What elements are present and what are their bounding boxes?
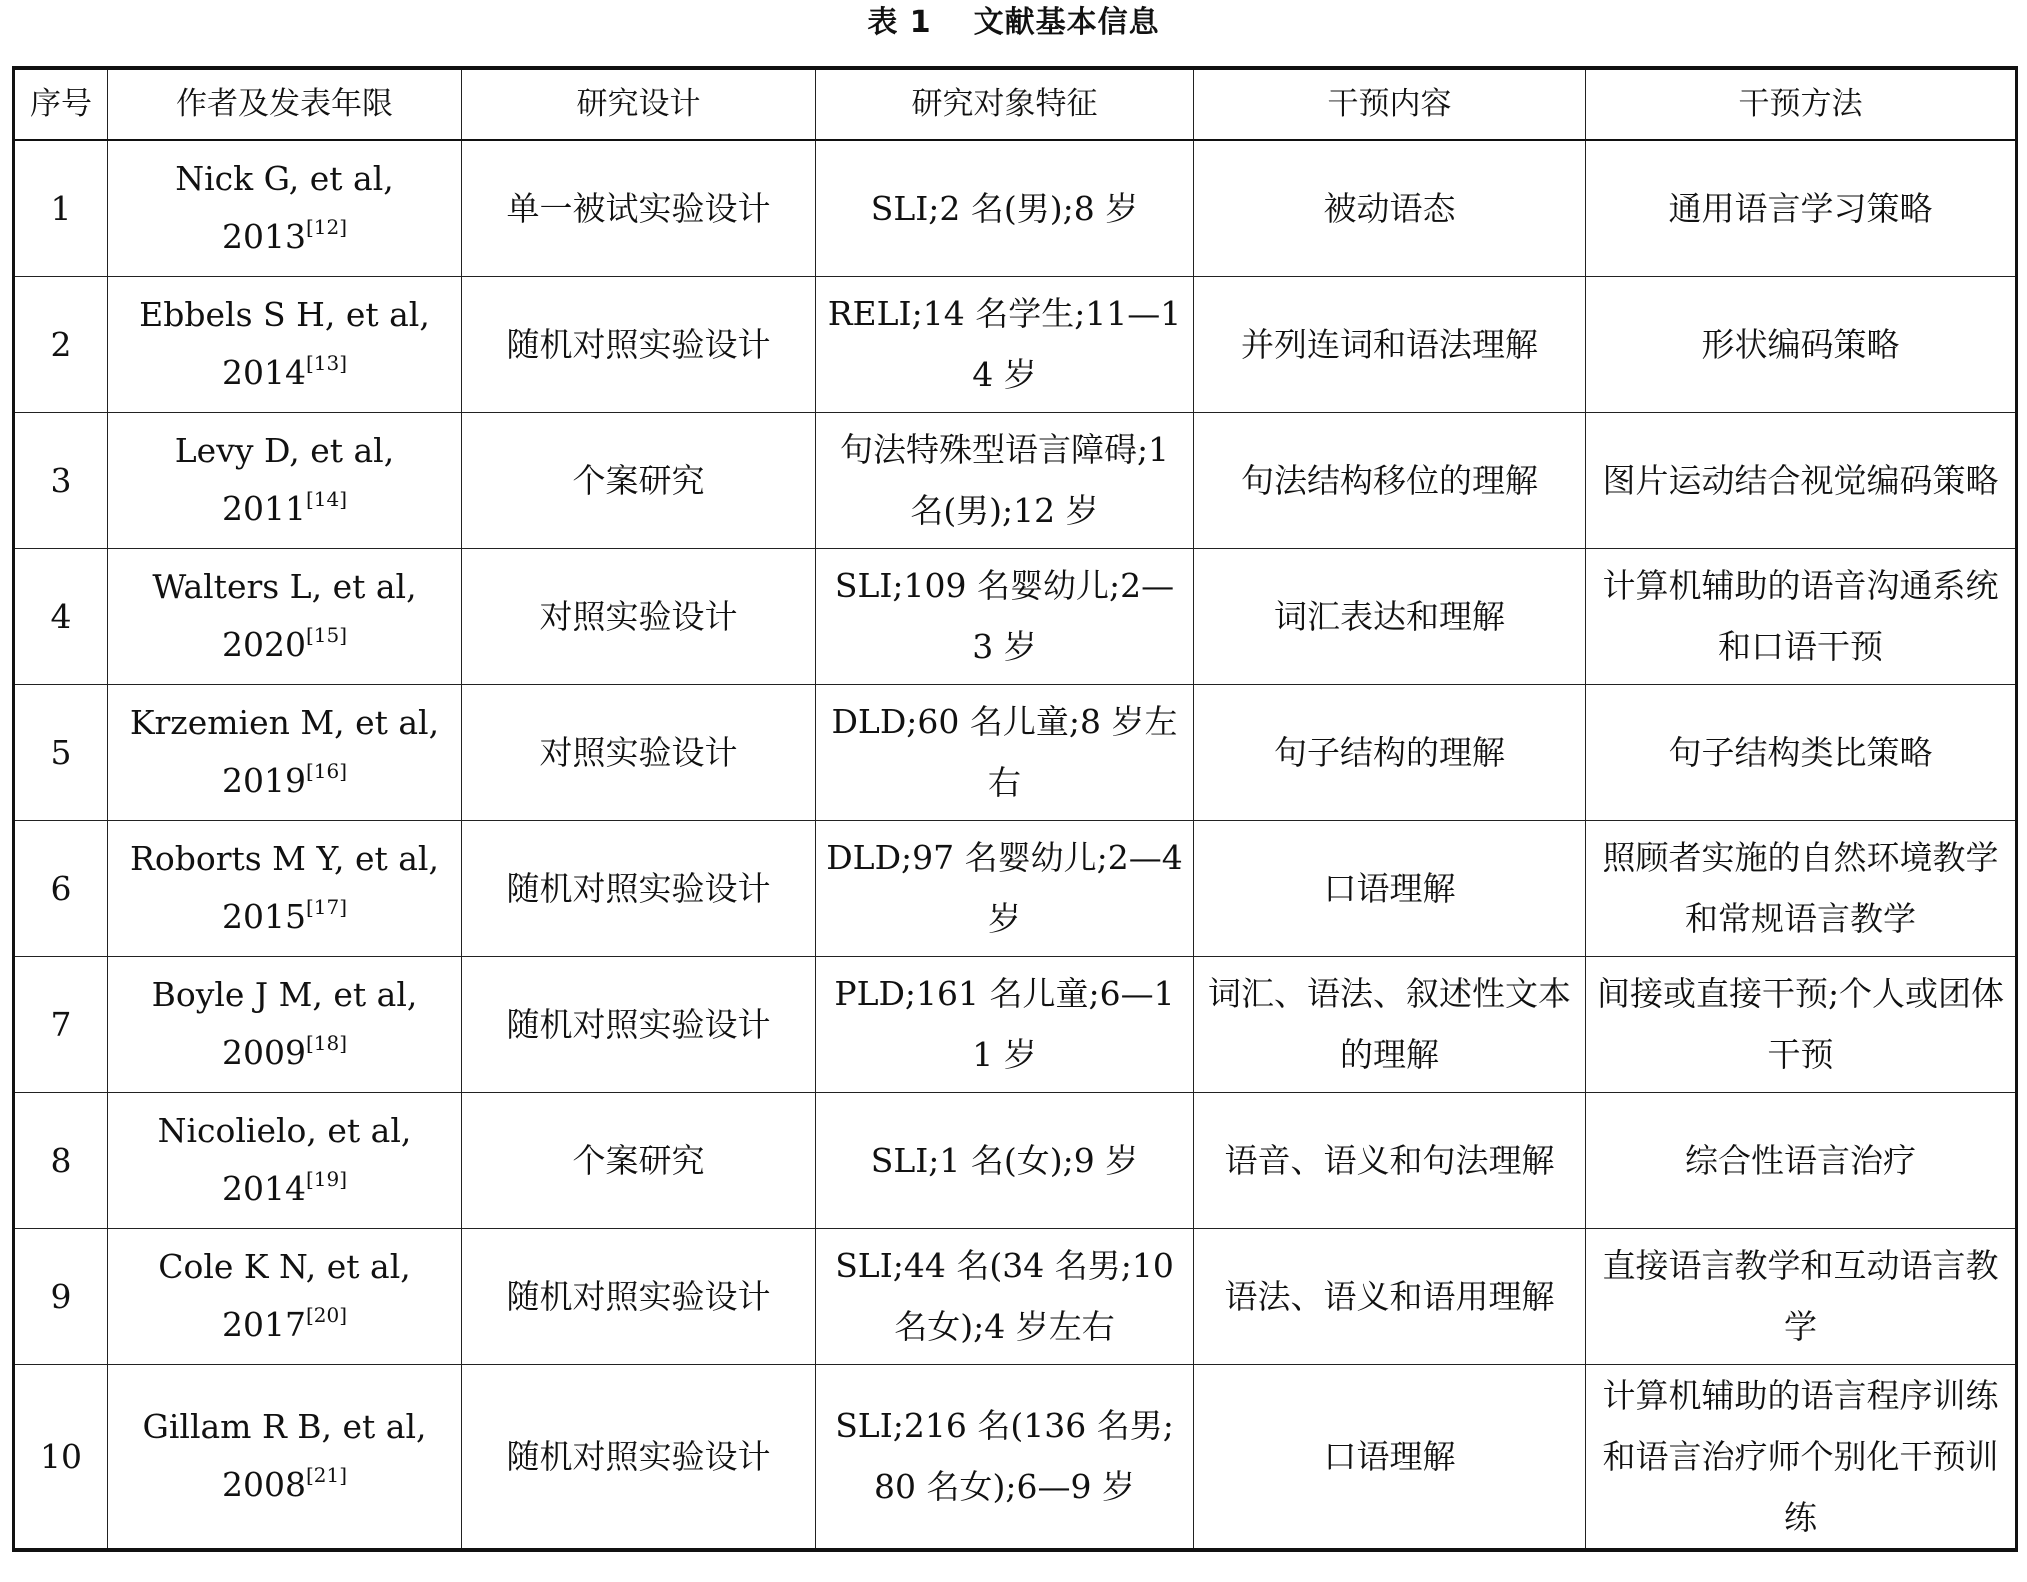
cell-method: 综合性语言治疗 <box>1586 1092 2017 1228</box>
author-name: Nicolielo, et al, <box>157 1111 412 1150</box>
author-year: 2013 <box>221 217 306 257</box>
table-row <box>14 684 2017 820</box>
cell-no: 7 <box>14 956 108 1092</box>
cell-content: 语音、语义和句法理解 <box>1194 1092 1586 1228</box>
cell-no: 3 <box>14 412 108 548</box>
table-row <box>14 276 2017 412</box>
table-row <box>14 1228 2017 1364</box>
cell-subjects: SLI;44 名(34 名男;10 名女);4 岁左右 <box>816 1228 1194 1364</box>
cell-method: 计算机辅助的语言程序训练和语言治疗师个别化干预训练 <box>1586 1364 2017 1550</box>
author-year: 2014 <box>221 1169 306 1208</box>
table-row <box>14 548 2017 684</box>
cell-subjects: SLI;2 名(男);8 岁 <box>816 140 1194 276</box>
cell-no: 4 <box>14 548 108 684</box>
cell-design: 个案研究 <box>462 412 816 548</box>
cell-subjects: RELI;14 名学生;11—14 岁 <box>816 276 1194 412</box>
cell-method: 计算机辅助的语音沟通系统和口语干预 <box>1586 548 2017 684</box>
cell-content: 语法、语义和语用理解 <box>1194 1228 1586 1364</box>
header-row <box>14 68 2017 140</box>
header-design: 研究设计 <box>462 68 816 140</box>
cell-design: 随机对照实验设计 <box>462 1228 816 1364</box>
cell-author <box>108 548 462 684</box>
author-year: 2017 <box>221 1305 306 1344</box>
header-method: 干预方法 <box>1586 68 2017 140</box>
cell-author <box>108 820 462 956</box>
cell-no: 8 <box>14 1092 108 1228</box>
author-year: 2019 <box>221 761 306 800</box>
cell-method: 形状编码策略 <box>1586 276 2017 412</box>
author-name: Ebbels S H, et al, <box>139 295 430 334</box>
author-year: 2008 <box>221 1465 306 1504</box>
cell-content: 口语理解 <box>1194 820 1586 956</box>
cell-content: 词汇表达和理解 <box>1194 548 1586 684</box>
cell-content: 并列连词和语法理解 <box>1194 276 1586 412</box>
cell-subjects: DLD;97 名婴幼儿;2—4 岁 <box>816 820 1194 956</box>
cell-subjects: PLD;161 名儿童;6—11 岁 <box>816 956 1194 1092</box>
cell-design: 对照实验设计 <box>462 684 816 820</box>
table-row <box>14 1364 2017 1550</box>
cell-content: 句子结构的理解 <box>1194 684 1586 820</box>
cell-author <box>108 140 462 276</box>
cell-content: 口语理解 <box>1194 1364 1586 1550</box>
cell-author <box>108 1364 462 1550</box>
table-row <box>14 140 2017 276</box>
author-name: Walters L, et al, <box>152 567 417 606</box>
table-row <box>14 956 2017 1092</box>
citation-ref: [12] <box>305 215 348 240</box>
cell-no: 5 <box>14 684 108 820</box>
cell-method: 间接或直接干预;个人或团体干预 <box>1586 956 2017 1092</box>
cell-method: 句子结构类比策略 <box>1586 684 2017 820</box>
cell-design: 随机对照实验设计 <box>462 276 816 412</box>
cell-subjects: DLD;60 名儿童;8 岁左右 <box>816 684 1194 820</box>
cell-author <box>108 276 462 412</box>
author-year: 2020 <box>221 625 306 664</box>
table-caption <box>0 0 2027 52</box>
cell-content: 词汇、语法、叙述性文本的理解 <box>1194 956 1586 1092</box>
author-year: 2015 <box>221 897 306 936</box>
cell-author <box>108 956 462 1092</box>
author-year: 2014 <box>221 353 306 392</box>
cell-subjects: SLI;216 名(136 名男;80 名女);6—9 岁 <box>816 1364 1194 1550</box>
author-name: Gillam R B, et al, <box>142 1407 427 1446</box>
citation-ref: [14] <box>305 487 348 511</box>
cell-author <box>108 1092 462 1228</box>
author-name: Cole K N, et al, <box>158 1247 411 1286</box>
cell-subjects: 句法特殊型语言障碍;1 名(男);12 岁 <box>816 412 1194 548</box>
author-name: Boyle J M, et al, <box>151 975 418 1014</box>
cell-design: 随机对照实验设计 <box>462 820 816 956</box>
table-row <box>14 1092 2017 1228</box>
table-row <box>14 820 2017 956</box>
header-content: 干预内容 <box>1194 68 1586 140</box>
author-name: Roborts M Y, et al, <box>130 839 439 878</box>
cell-no: 1 <box>14 140 108 276</box>
author-name: Levy D, et al, <box>174 431 395 470</box>
cell-content: 句法结构移位的理解 <box>1194 412 1586 548</box>
author-year: 2011 <box>221 489 306 528</box>
cell-no: 10 <box>14 1364 108 1550</box>
citation-ref: [21] <box>305 1463 348 1487</box>
citation-ref: [13] <box>305 351 348 375</box>
cell-no: 2 <box>14 276 108 412</box>
literature-table <box>12 66 2018 1552</box>
header-no: 序号 <box>14 68 108 140</box>
cell-design: 随机对照实验设计 <box>462 1364 816 1550</box>
cell-no: 9 <box>14 1228 108 1364</box>
header-subjects: 研究对象特征 <box>816 68 1194 140</box>
citation-ref: [16] <box>305 759 348 783</box>
cell-design: 单一被试实验设计 <box>462 140 816 276</box>
citation-ref: [20] <box>305 1303 348 1327</box>
cell-subjects: SLI;109 名婴幼儿;2—3 岁 <box>816 548 1194 684</box>
citation-ref: [19] <box>305 1167 348 1191</box>
cell-method: 通用语言学习策略 <box>1586 140 2017 276</box>
cell-subjects: SLI;1 名(女);9 岁 <box>816 1092 1194 1228</box>
table-body <box>14 140 2017 1550</box>
cell-method: 照顾者实施的自然环境教学和常规语言教学 <box>1586 820 2017 956</box>
citation-ref: [18] <box>305 1031 348 1055</box>
cell-author <box>108 1228 462 1364</box>
caption-number: 表 1 <box>867 5 932 40</box>
cell-content: 被动语态 <box>1194 140 1586 276</box>
cell-method: 直接语言教学和互动语言教学 <box>1586 1228 2017 1364</box>
cell-design: 随机对照实验设计 <box>462 956 816 1092</box>
cell-no: 6 <box>14 820 108 956</box>
caption-title: 文献基本信息 <box>973 5 1160 40</box>
header-author: 作者及发表年限 <box>108 68 462 140</box>
cell-method: 图片运动结合视觉编码策略 <box>1586 412 2017 548</box>
author-name: Nick G, et al, <box>175 159 394 199</box>
author-name: Krzemien M, et al, <box>129 703 440 742</box>
citation-ref: [17] <box>305 895 348 919</box>
cell-design: 个案研究 <box>462 1092 816 1228</box>
author-year: 2009 <box>221 1033 306 1072</box>
citation-ref: [15] <box>305 623 348 647</box>
table-row <box>14 412 2017 548</box>
cell-author <box>108 412 462 548</box>
cell-author <box>108 684 462 820</box>
cell-design: 对照实验设计 <box>462 548 816 684</box>
